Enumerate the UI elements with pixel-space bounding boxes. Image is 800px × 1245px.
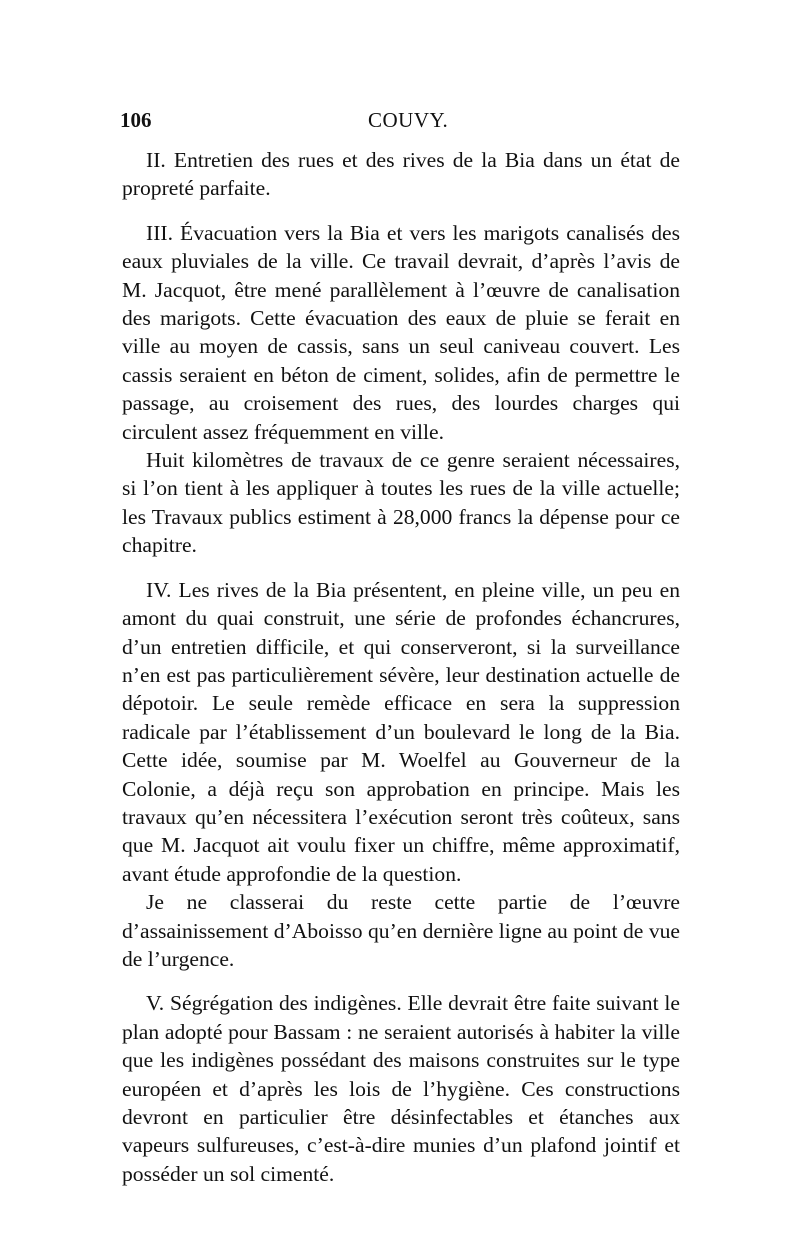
running-title: COUVY. bbox=[368, 108, 449, 132]
paragraph-item-iii: III. Évacuation vers la Bia et vers les marigots canalisés des eaux pluviales de la ville. Ce travail devrait, d’après l’avis de M. Jacquot, être mené parallèlement à l’œuvre de canalisation des marigots. Cette évacuation des eaux de pluie se ferait en ville au moyen de cassis, sans un seul caniveau couvert. Les cassis seraient en béton de ciment, solides, afin de permettre le passage, au croisement des rues, des lourdes charges qui circulent assez fréquemment en ville. bbox=[122, 220, 680, 444]
paragraph-item-ii: II. Entretien des rues et des rives de la Bia dans un état de propreté parfaite. bbox=[122, 148, 680, 201]
running-head bbox=[120, 108, 680, 138]
paragraph-huit-kilometres: Huit kilomètres de travaux de ce genre seraient nécessaires, si l’on tient à les appliquer à toutes les rues de la ville actuelle; les Travaux publics estiment à 28,000 francs la dépense pour ce chapitre. bbox=[122, 448, 680, 558]
page-number: 106 bbox=[120, 108, 152, 132]
paragraph-item-v: V. Ségrégation des indigènes. Elle devrait être faite suivant le plan adopté pour Bassam : ne seraient autorisés à habiter la ville que les indigènes possédant des maisons construites sur le type européen et d’après les lois de l’hygiène. Ces constructions devront en particulier être désinfectables et étanches aux vapeurs sulfureuses, c’est-à-dire munies d’un plafond jointif et posséder un sol cimenté. bbox=[122, 991, 680, 1186]
paragraph-item-iv: IV. Les rives de la Bia présentent, en pleine ville, un peu en amont du quai construit, une série de profondes échancrures, d’un entretien difficile, et qui conserveront, si la surveillance n’en est pas particulièrement sévère, leur destination actuelle de dépotoir. Le seule remède efficace en sera la suppression radicale par l’établissement d’un boulevard le long de la Bia. Cette idée, soumise par M. Woelfel au Gouverneur de la Colonie, a déjà reçu son approbation en principe. Mais les travaux qu’en nécessitera l’exécution seront très coûteux, sans que M. Jacquot ait voulu fixer un chiffre, même approximatif, avant étude approfondie de la question. bbox=[122, 577, 680, 886]
body-text bbox=[122, 146, 680, 1188]
paragraph-urgence: Je ne classerai du reste cette partie de l’œuvre d’assainissement d’Aboisso qu’en dernière ligne au point de vue de l’urgence. bbox=[122, 890, 680, 971]
